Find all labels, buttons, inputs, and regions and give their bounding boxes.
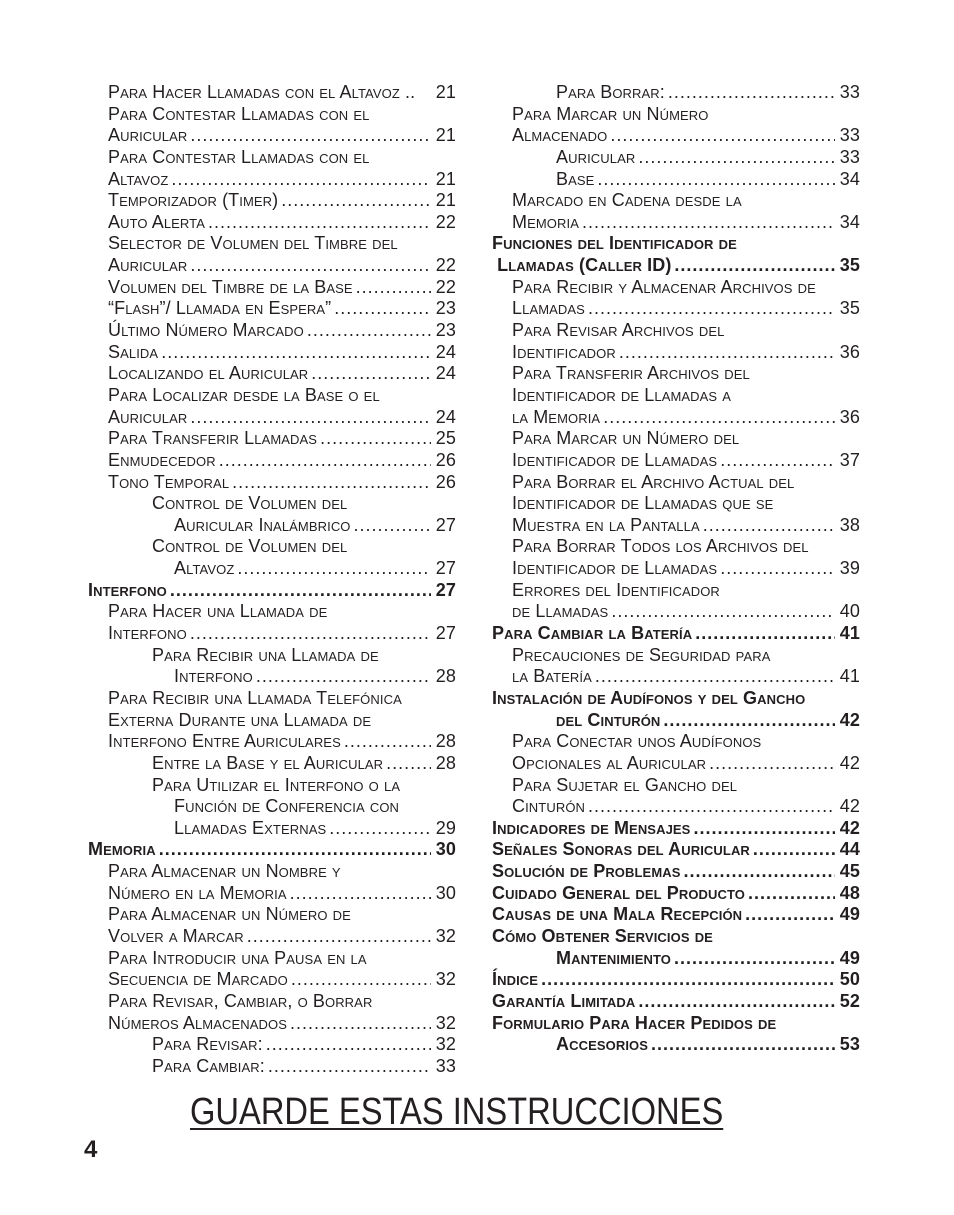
toc-entry xyxy=(492,904,860,926)
toc-entry xyxy=(492,861,860,883)
toc-entry xyxy=(492,580,860,602)
toc-entry-title: Para Almacenar un Nombre y xyxy=(108,861,341,882)
toc-entry xyxy=(88,904,456,926)
toc-entry xyxy=(88,212,456,234)
toc-page-number: 24 xyxy=(435,341,456,362)
dot-leader xyxy=(597,169,835,191)
toc-entry-title: Identificador de Llamadas a xyxy=(512,384,732,405)
toc-entry xyxy=(88,125,456,147)
toc-page-number: 26 xyxy=(435,471,456,492)
toc-right-column xyxy=(492,82,860,1056)
toc-entry-title: Interfono xyxy=(174,666,253,687)
toc-entry-title: Para Recibir una Llamada Telefónica xyxy=(108,687,402,708)
toc-entry xyxy=(88,948,456,970)
toc-page-number: 38 xyxy=(839,514,860,535)
toc-entry xyxy=(88,710,456,732)
toc-page-number: 24 xyxy=(435,363,456,384)
dot-leader xyxy=(674,255,835,277)
toc-entry-title: Garantía Limitada xyxy=(492,990,636,1011)
toc-page-number: 44 xyxy=(839,839,860,860)
toc-entry-title: Muestra en la Pantalla xyxy=(512,514,700,535)
toc-entry-title: Índice xyxy=(492,969,539,990)
toc-entry xyxy=(492,320,860,342)
toc-entry-title: Externa Durante una Llamada de xyxy=(108,709,372,730)
toc-entry xyxy=(88,623,456,645)
toc-entry xyxy=(88,1056,456,1078)
toc-page-number: 49 xyxy=(839,904,860,925)
toc-entry-title: Errores del Identificador xyxy=(512,579,720,600)
toc-entry-title: Llamadas (Caller ID) xyxy=(492,255,672,276)
toc-page-number: 22 xyxy=(435,255,456,276)
toc-page-number: 33 xyxy=(839,125,860,146)
toc-entry-title: del Cinturón xyxy=(556,709,661,730)
toc-entry-title: Localizando el Auricular xyxy=(108,363,309,384)
toc-entry xyxy=(88,796,456,818)
toc-entry xyxy=(492,753,860,775)
toc-page-number: 39 xyxy=(839,558,860,579)
toc-page-number: 34 xyxy=(839,168,860,189)
toc-entry-title: Precauciones de Seguridad para xyxy=(512,644,771,665)
toc-entry xyxy=(492,623,860,645)
toc-entry xyxy=(88,428,456,450)
toc-left-column xyxy=(88,82,456,1077)
toc-entry-title: Cómo Obtener Servicios de xyxy=(492,925,713,946)
toc-entry-title: Mantenimiento xyxy=(556,947,672,968)
dot-leader xyxy=(170,580,431,602)
toc-entry xyxy=(492,190,860,212)
toc-entry-title: Altavoz xyxy=(108,168,169,189)
toc-entry-title: Interfono Entre Auriculares xyxy=(108,731,341,752)
dot-leader xyxy=(663,710,835,732)
toc-entry xyxy=(88,818,456,840)
toc-entry xyxy=(492,775,860,797)
dot-leader xyxy=(611,601,835,623)
toc-entry-title: Enmudecedor xyxy=(108,449,216,470)
toc-entry xyxy=(492,125,860,147)
toc-page-number: 28 xyxy=(435,666,456,687)
toc-entry xyxy=(492,645,860,667)
toc-entry-title: Selector de Volumen del Timbre del xyxy=(108,233,398,254)
dot-leader xyxy=(354,515,431,537)
toc-entry-title: Auricular xyxy=(108,406,188,427)
toc-page-number: 22 xyxy=(435,276,456,297)
dot-leader xyxy=(720,450,835,472)
dot-leader xyxy=(651,1034,835,1056)
toc-entry-title: Causas de una Mala Recepción xyxy=(492,904,743,925)
toc-entry xyxy=(88,775,456,797)
dot-leader xyxy=(311,363,431,385)
toc-entry xyxy=(88,601,456,623)
dot-leader xyxy=(674,948,835,970)
toc-entry-title: Función de Conferencia con xyxy=(174,796,400,817)
toc-entry-title: Auricular Inalámbrico xyxy=(174,514,351,535)
toc-page-number: 33 xyxy=(435,1055,456,1076)
toc-page-number: 23 xyxy=(435,320,456,341)
toc-entry xyxy=(88,233,456,255)
toc-page-number: 32 xyxy=(435,925,456,946)
toc-entry-title: Números Almacenados xyxy=(108,1012,287,1033)
dot-leader xyxy=(281,190,431,212)
toc-entry xyxy=(492,731,860,753)
toc-entry-title: Llamadas xyxy=(512,298,585,319)
toc-page-number: 24 xyxy=(435,406,456,427)
toc-entry-title: Secuencia de Marcado xyxy=(108,969,288,990)
toc-page-number: 40 xyxy=(839,601,860,622)
toc-entry-title: Formulario Para Hacer Pedidos de xyxy=(492,1012,777,1033)
toc-entry xyxy=(88,839,456,861)
dot-leader xyxy=(684,861,835,883)
toc-entry xyxy=(88,169,456,191)
toc-entry xyxy=(492,407,860,429)
toc-entry xyxy=(88,688,456,710)
dot-leader xyxy=(219,450,431,472)
toc-entry-title: Para Revisar Archivos del xyxy=(512,320,725,341)
toc-entry xyxy=(88,277,456,299)
toc-page-number: 33 xyxy=(839,146,860,167)
toc-page-number: 35 xyxy=(839,298,860,319)
toc-entry-title: Para Almacenar un Número de xyxy=(108,904,351,925)
dot-leader xyxy=(237,558,431,580)
toc-page-number: 48 xyxy=(839,882,860,903)
toc-entry-title: la Batería xyxy=(512,666,592,687)
dot-leader xyxy=(266,1034,431,1056)
toc-entry-title: Control de Volumen del xyxy=(152,493,348,514)
toc-entry-title: Marcado en Cadena desde la xyxy=(512,190,742,211)
toc-entry-title: Para Introducir una Pausa en la xyxy=(108,947,367,968)
toc-entry-title: Volver a Marcar xyxy=(108,925,244,946)
toc-entry xyxy=(492,796,860,818)
toc-entry xyxy=(88,731,456,753)
toc-entry xyxy=(88,969,456,991)
toc-entry-title: Para Recibir una Llamada de xyxy=(152,644,379,665)
dot-leader xyxy=(334,298,431,320)
toc-entry xyxy=(492,991,860,1013)
toc-entry-title: Para Borrar: xyxy=(556,82,665,102)
dot-leader xyxy=(638,991,835,1013)
toc-page-number: 33 xyxy=(839,82,860,102)
toc-entry xyxy=(492,298,860,320)
toc-entry xyxy=(88,363,456,385)
toc-entry-title: Interfono xyxy=(88,579,167,600)
toc-entry-title: Para Revisar: xyxy=(152,1034,263,1055)
footer-title: GUARDE ESTAS INSTRUCCIONES xyxy=(190,1091,724,1133)
toc-entry xyxy=(88,298,456,320)
toc-entry xyxy=(88,645,456,667)
toc-entry-title: Volumen del Timbre de la Base xyxy=(108,276,353,297)
toc-entry-title: Número en la Memoria xyxy=(108,882,287,903)
toc-page-number: 34 xyxy=(839,211,860,232)
toc-entry-title: Identificador de Llamadas que se xyxy=(512,493,774,514)
toc-page-number: 21 xyxy=(435,190,456,211)
dot-leader xyxy=(307,320,431,342)
toc-entry xyxy=(492,688,860,710)
toc-entry-title: Control de Volumen del xyxy=(152,536,348,557)
toc-entry xyxy=(492,450,860,472)
toc-entry xyxy=(88,558,456,580)
toc-page-number: 29 xyxy=(435,817,456,838)
toc-entry xyxy=(88,861,456,883)
toc-entry-title: Llamadas Externas xyxy=(174,817,327,838)
toc-page-number: 28 xyxy=(435,752,456,773)
dot-leader xyxy=(291,969,431,991)
toc-entry xyxy=(492,169,860,191)
toc-entry xyxy=(88,883,456,905)
toc-page-number: 26 xyxy=(435,449,456,470)
toc-entry xyxy=(492,255,860,277)
dot-leader xyxy=(619,342,835,364)
toc-page-number: 30 xyxy=(435,882,456,903)
toc-page-number: 42 xyxy=(839,817,860,838)
toc-entry xyxy=(492,385,860,407)
toc-page-number: 27 xyxy=(435,514,456,535)
dot-leader xyxy=(695,623,835,645)
toc-entry xyxy=(492,212,860,234)
toc-page-number: 28 xyxy=(435,731,456,752)
toc-entry xyxy=(88,1034,456,1056)
dot-leader xyxy=(190,255,431,277)
dot-leader xyxy=(720,558,835,580)
toc-page-number: 53 xyxy=(839,1034,860,1055)
dot-leader xyxy=(668,82,835,104)
toc-entry-title: Identificador xyxy=(512,341,616,362)
toc-entry-title: de Llamadas xyxy=(512,601,609,622)
toc-entry-title: Para Hacer Llamadas con el Altavoz .. xyxy=(108,82,416,102)
toc-entry-title: Último Número Marcado xyxy=(108,320,304,341)
toc-entry-title: Cuidado General del Producto xyxy=(492,882,746,903)
toc-page-number: 25 xyxy=(435,428,456,449)
toc-entry-title: Para Transferir Archivos del xyxy=(512,363,750,384)
toc-entry xyxy=(492,839,860,861)
toc-entry-title: Tono Temporal xyxy=(108,471,230,492)
toc-page-number: 50 xyxy=(839,969,860,990)
dot-leader xyxy=(386,753,431,775)
dot-leader xyxy=(232,472,431,494)
dot-leader xyxy=(745,904,835,926)
toc-entry xyxy=(492,666,860,688)
toc-entry-title: Indicadores de Mensajes xyxy=(492,817,691,838)
toc-entry xyxy=(492,428,860,450)
toc-entry-title: Auricular xyxy=(556,146,636,167)
toc-entry xyxy=(88,342,456,364)
toc-entry xyxy=(88,926,456,948)
dot-leader xyxy=(603,407,835,429)
toc-entry-title: Cinturón xyxy=(512,796,586,817)
toc-entry xyxy=(492,104,860,126)
toc-entry xyxy=(88,104,456,126)
toc-page-number: 21 xyxy=(435,168,456,189)
toc-entry xyxy=(492,277,860,299)
toc-page-number: 22 xyxy=(435,211,456,232)
toc-entry-title: Para Cambiar: xyxy=(152,1055,265,1076)
toc-entry-title: Para Localizar desde la Base o el xyxy=(108,384,380,405)
page-number: 4 xyxy=(84,1136,98,1163)
toc-entry-title: Entre la Base y el Auricular xyxy=(152,752,384,773)
toc-page-number: 32 xyxy=(435,969,456,990)
toc-entry-title: Para Cambiar la Batería xyxy=(492,623,693,644)
toc-entry xyxy=(492,818,860,840)
dot-leader xyxy=(190,407,431,429)
dot-leader xyxy=(582,212,835,234)
toc-page-number: 27 xyxy=(435,558,456,579)
toc-entry xyxy=(492,82,860,104)
toc-entry xyxy=(88,407,456,429)
toc-entry xyxy=(88,493,456,515)
toc-page-number: 27 xyxy=(435,579,456,600)
toc-entry-title: Memoria xyxy=(512,211,579,232)
toc-entry xyxy=(492,1013,860,1035)
dot-leader xyxy=(638,147,835,169)
dot-leader xyxy=(208,212,431,234)
toc-entry xyxy=(492,948,860,970)
toc-page-number: 32 xyxy=(435,1012,456,1033)
dot-leader xyxy=(290,883,431,905)
dot-leader xyxy=(247,926,431,948)
dot-leader xyxy=(588,298,835,320)
dot-leader xyxy=(190,125,431,147)
toc-page-number: 45 xyxy=(839,861,860,882)
toc-entry-title: “Flash”/ Llamada en Espera” xyxy=(108,298,332,319)
toc-entry xyxy=(88,472,456,494)
dot-leader xyxy=(171,169,431,191)
toc-page-number: 21 xyxy=(435,125,456,146)
toc-entry xyxy=(492,558,860,580)
toc-page-number: 36 xyxy=(839,406,860,427)
toc-entry xyxy=(88,536,456,558)
dot-leader xyxy=(703,515,835,537)
toc-entry xyxy=(492,233,860,255)
toc-page-number: 41 xyxy=(839,623,860,644)
toc-entry-title: Temporizador (Timer) xyxy=(108,190,279,211)
toc-entry-title: Para Recibir y Almacenar Archivos de xyxy=(512,276,816,297)
toc-page-number: 30 xyxy=(435,839,456,860)
toc-entry-title: Instalación de Audífonos y del Gancho xyxy=(492,687,806,708)
toc-entry xyxy=(88,385,456,407)
toc-entry xyxy=(492,493,860,515)
toc-page-number: 42 xyxy=(839,796,860,817)
toc-entry xyxy=(492,969,860,991)
toc-page-number: 36 xyxy=(839,341,860,362)
toc-entry xyxy=(492,363,860,385)
toc-entry xyxy=(492,601,860,623)
toc-entry-title: Altavoz xyxy=(174,558,235,579)
toc-entry xyxy=(88,515,456,537)
toc-entry-title: Para Utilizar el Interfono o la xyxy=(152,774,401,795)
dot-leader xyxy=(709,753,835,775)
dot-leader xyxy=(256,666,431,688)
toc-entry-title: Para Hacer una Llamada de xyxy=(108,601,328,622)
toc-entry xyxy=(492,710,860,732)
toc-page-number: 42 xyxy=(839,752,860,773)
toc-entry xyxy=(88,82,456,104)
toc-entry xyxy=(492,883,860,905)
toc-page-number: 37 xyxy=(839,449,860,470)
toc-entry-title: Para Transferir Llamadas xyxy=(108,428,318,449)
toc-entry-title: Identificador de Llamadas xyxy=(512,558,718,579)
dot-leader xyxy=(320,428,431,450)
toc-entry-title: Señales Sonoras del Auricular xyxy=(492,839,750,860)
toc-entry-title: Auricular xyxy=(108,125,188,146)
dot-leader xyxy=(753,839,835,861)
toc-entry xyxy=(492,515,860,537)
toc-entry-title: Auto Alerta xyxy=(108,211,206,232)
toc-page-number: 27 xyxy=(435,623,456,644)
dot-leader xyxy=(161,342,431,364)
dot-leader xyxy=(610,125,835,147)
toc-entry xyxy=(88,190,456,212)
dot-leader xyxy=(541,969,835,991)
toc-entry-title: Para Conectar unos Audífonos xyxy=(512,731,762,752)
toc-entry-title: Accesorios xyxy=(556,1034,649,1055)
toc-entry xyxy=(88,255,456,277)
toc-entry-title: Para Contestar Llamadas con el xyxy=(108,146,370,167)
toc-entry-title: Auricular xyxy=(108,255,188,276)
toc-entry xyxy=(88,753,456,775)
dot-leader xyxy=(356,277,431,299)
dot-leader xyxy=(693,818,835,840)
toc-entry-title: Para Marcar un Número del xyxy=(512,428,740,449)
toc-entry-title: Solución de Problemas xyxy=(492,861,681,882)
toc-entry xyxy=(88,666,456,688)
dot-leader xyxy=(344,731,431,753)
toc-entry-title: Para Borrar el Archivo Actual del xyxy=(512,471,795,492)
toc-entry xyxy=(492,342,860,364)
dot-leader xyxy=(268,1056,431,1078)
dot-leader xyxy=(290,1013,431,1035)
toc-entry xyxy=(88,991,456,1013)
dot-leader xyxy=(190,623,431,645)
toc-entry-title: Funciones del Identificador de xyxy=(492,233,737,254)
toc-entry-title: Para Revisar, Cambiar, o Borrar xyxy=(108,990,373,1011)
toc-entry-title: Opcionales al Auricular xyxy=(512,752,707,773)
toc-entry xyxy=(88,147,456,169)
toc-entry xyxy=(492,926,860,948)
toc-page-number: 41 xyxy=(839,666,860,687)
toc-entry-title: Para Marcar un Número xyxy=(512,103,709,124)
toc-page-number: 49 xyxy=(839,947,860,968)
toc-page-number: 35 xyxy=(839,255,860,276)
toc-entry xyxy=(492,472,860,494)
toc-entry-title: Para Borrar Todos los Archivos del xyxy=(512,536,809,557)
toc-entry xyxy=(492,536,860,558)
toc-page-number: 23 xyxy=(435,298,456,319)
toc-entry-title: Memoria xyxy=(88,839,156,860)
toc-page-number: 32 xyxy=(435,1034,456,1055)
toc-page-number: 21 xyxy=(435,82,456,102)
dot-leader xyxy=(159,839,431,861)
toc-entry-title: Identificador de Llamadas xyxy=(512,449,718,470)
toc-entry xyxy=(492,1034,860,1056)
toc-page-number: 52 xyxy=(839,990,860,1011)
dot-leader xyxy=(329,818,431,840)
toc-entry-title: Almacenado xyxy=(512,125,608,146)
toc-page-number: 42 xyxy=(839,709,860,730)
toc-entry xyxy=(88,1013,456,1035)
toc-entry-title: Para Contestar Llamadas con el xyxy=(108,103,370,124)
toc-entry-title: Base xyxy=(556,168,595,189)
toc-entry-title: Salida xyxy=(108,341,159,362)
toc-entry xyxy=(88,320,456,342)
toc-entry xyxy=(492,147,860,169)
toc-entry xyxy=(88,450,456,472)
toc-entry-title: Interfono xyxy=(108,623,187,644)
dot-leader xyxy=(595,666,835,688)
dot-leader xyxy=(748,883,835,905)
toc-entry-title: Para Sujetar el Gancho del xyxy=(512,774,738,795)
toc-entry xyxy=(88,580,456,602)
dot-leader xyxy=(588,796,835,818)
toc-entry-title: la Memoria xyxy=(512,406,601,427)
